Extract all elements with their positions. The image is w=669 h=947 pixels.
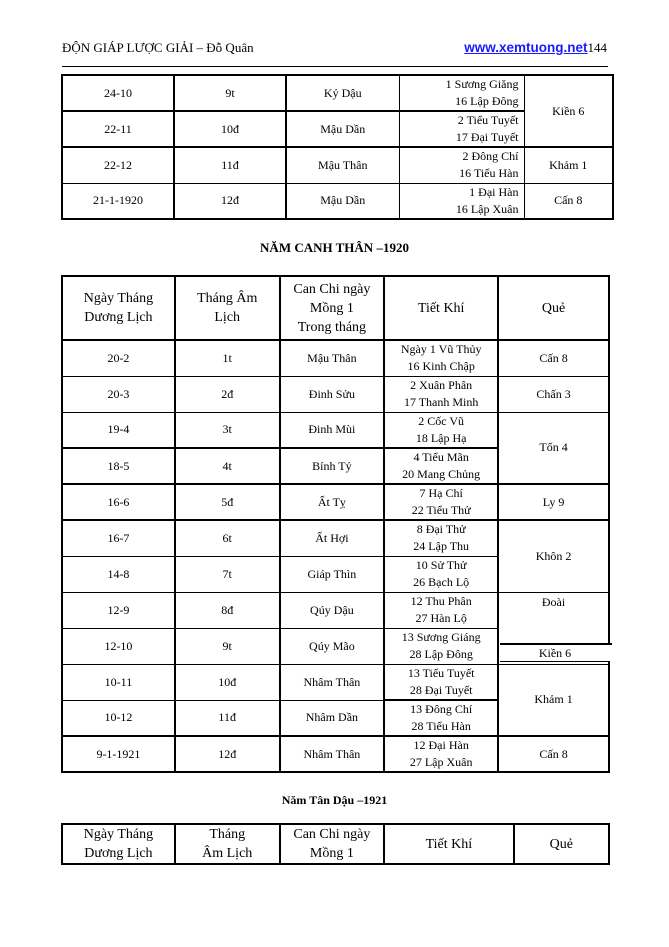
- header-date: [62, 276, 175, 340]
- tietkhi-line: 2 Tiểu Tuyết: [457, 113, 519, 127]
- page-header: [62, 38, 607, 60]
- table-row: [62, 147, 613, 183]
- date-cell: 14-8: [62, 556, 175, 592]
- table-1919-continued: [61, 74, 614, 220]
- canchi-cell: Mậu Dần: [286, 111, 399, 147]
- table-row: [62, 520, 609, 556]
- tietkhi-line: 8 Đại Thử: [416, 522, 466, 537]
- lunar-cell: 9t: [174, 75, 286, 111]
- date-cell: 21-1-1920: [62, 183, 174, 219]
- header-line: Dương Lịch: [84, 310, 153, 325]
- canchi-cell: Giáp Thìn: [280, 556, 385, 592]
- lunar-cell: 9t: [175, 628, 280, 664]
- tietkhi-cell: [384, 700, 498, 736]
- table-1920: [61, 275, 610, 773]
- canchi-cell: Nhâm Thân: [280, 664, 385, 700]
- lunar-cell: 12đ: [175, 736, 280, 772]
- header-line: Âm Lịch: [202, 846, 253, 861]
- lunar-cell: 6t: [175, 520, 280, 556]
- tietkhi-cell: [399, 75, 524, 111]
- section-title-1921: Năm Tân Dậu –1921: [281, 793, 388, 807]
- tietkhi-line: 7 Hạ Chí: [419, 486, 463, 500]
- que-cell: Ly 9: [498, 484, 609, 520]
- tietkhi-line: 12 Thu Phân: [410, 594, 472, 608]
- canchi-cell: Qúy Mão: [280, 628, 385, 664]
- lunar-cell: 10đ: [174, 111, 286, 147]
- canchi-cell: Ất Hợi: [280, 520, 385, 556]
- canchi-cell: Kỷ Dậu: [286, 75, 399, 111]
- table-row: [62, 75, 613, 111]
- tietkhi-line: 13 Tiểu Tuyết: [407, 665, 475, 680]
- tietkhi-line: 13 Sương Giáng: [401, 630, 481, 644]
- tietkhi-cell: [399, 147, 524, 183]
- tietkhi-line: 28 Đại Tuyết: [409, 682, 473, 697]
- que-label: Đoài: [541, 594, 566, 609]
- que-cell: Cấn 8: [498, 340, 609, 376]
- header-line: Can Chi ngày: [293, 827, 371, 842]
- que-cell: Tốn 4: [498, 412, 609, 484]
- table-row: [62, 664, 609, 700]
- lunar-cell: 12đ: [174, 183, 286, 219]
- date-cell: 19-4: [62, 412, 175, 448]
- tietkhi-line: 28 Lập Đông: [409, 647, 473, 661]
- header-row: [62, 824, 609, 864]
- tietkhi-cell: [384, 448, 498, 484]
- que-cell: Cấn 8: [498, 736, 609, 772]
- date-cell: 22-11: [62, 111, 174, 147]
- tietkhi-line: 13 Đông Chí: [410, 702, 473, 716]
- date-cell: 16-6: [62, 484, 175, 520]
- website-link[interactable]: www.xemtuong.net: [464, 40, 588, 55]
- tietkhi-line: 16 Tiểu Hàn: [459, 166, 519, 181]
- tietkhi-line: 16 Lập Xuân: [455, 201, 519, 216]
- table-row: [62, 183, 613, 219]
- tietkhi-line: 16 Kinh Chập: [407, 359, 475, 374]
- tietkhi-line: 2 Xuân Phân: [410, 378, 473, 392]
- que-cell: Khảm 1: [524, 147, 613, 183]
- header-line: Lịch: [214, 310, 241, 325]
- tietkhi-line: 16 Lập Đông: [455, 94, 519, 108]
- tietkhi-cell: [384, 736, 498, 772]
- canchi-cell: Mậu Dần: [286, 183, 399, 219]
- header-line: Ngày Tháng: [83, 291, 154, 306]
- table-row: [62, 484, 609, 520]
- lunar-cell: 8đ: [175, 592, 280, 628]
- header-line: Mồng 1: [309, 300, 354, 316]
- header-line: Can Chi ngày: [293, 281, 371, 297]
- date-cell: 20-3: [62, 376, 175, 412]
- canchi-cell: Nhâm Dần: [280, 700, 385, 736]
- tietkhi-line: 1 Sương Giăng: [445, 77, 519, 91]
- date-cell: 18-5: [62, 448, 175, 484]
- header-line: Trong tháng: [297, 319, 367, 335]
- table-1921: [61, 823, 610, 865]
- tietkhi-cell: [384, 340, 498, 376]
- header-rule: [62, 66, 608, 67]
- tietkhi-line: 27 Lập Xuân: [409, 755, 473, 769]
- date-cell: 24-10: [62, 75, 174, 111]
- canchi-cell: Nhâm Thân: [280, 736, 385, 772]
- header-que: Quẻ: [514, 824, 609, 864]
- tietkhi-line: 22 Tiểu Thử: [411, 503, 471, 517]
- header-lunar: [175, 276, 280, 340]
- header-tietkhi: Tiết Khí: [384, 824, 513, 864]
- canchi-cell: Đinh Sửu: [280, 376, 385, 412]
- table-row: [62, 340, 609, 376]
- lunar-cell: 11đ: [175, 700, 280, 736]
- tietkhi-line: 10 Sử Thử: [415, 558, 467, 572]
- header-right: [464, 40, 607, 56]
- lunar-cell: 10đ: [175, 664, 280, 700]
- tietkhi-line: 28 Tiểu Hàn: [411, 719, 471, 733]
- tietkhi-cell: [384, 412, 498, 448]
- header-line: Tháng: [209, 827, 246, 842]
- que-cell: Kiền 6: [524, 75, 613, 147]
- tietkhi-line: 4 Tiểu Mãn: [413, 450, 469, 464]
- que-cell: Chấn 3: [498, 376, 609, 412]
- lunar-cell: 3t: [175, 412, 280, 448]
- canchi-cell: Đinh Mùi: [280, 412, 385, 448]
- kien-6-label: Kiền 6: [500, 645, 610, 662]
- date-cell: 12-9: [62, 592, 175, 628]
- table-row: [62, 376, 609, 412]
- table-row: [62, 592, 609, 628]
- tietkhi-cell: [384, 520, 498, 556]
- tietkhi-cell: [384, 664, 498, 700]
- header-canchi: [280, 824, 385, 864]
- date-cell: 22-12: [62, 147, 174, 183]
- lunar-cell: 5đ: [175, 484, 280, 520]
- date-cell: 10-11: [62, 664, 175, 700]
- tietkhi-line: 2 Cốc Vũ: [418, 413, 465, 428]
- canchi-cell: Qúy Dậu: [280, 592, 385, 628]
- tietkhi-line: 1 Đại Hàn: [469, 184, 519, 199]
- header-tietkhi: Tiết Khí: [384, 276, 498, 340]
- lunar-cell: 7t: [175, 556, 280, 592]
- tietkhi-cell: [384, 376, 498, 412]
- lunar-cell: 2đ: [175, 376, 280, 412]
- canchi-cell: Mậu Thân: [286, 147, 399, 183]
- tietkhi-line: 20 Mang Chủng: [402, 467, 481, 481]
- header-line: Tháng Âm: [197, 291, 258, 306]
- tietkhi-line: 12 Đại Hàn: [413, 738, 469, 752]
- header-line: Mồng 1: [309, 846, 354, 861]
- date-cell: 16-7: [62, 520, 175, 556]
- date-cell: 9-1-1921: [62, 736, 175, 772]
- tietkhi-line: Ngày 1 Vũ Thủy: [400, 342, 482, 357]
- tietkhi-cell: [384, 628, 498, 664]
- tietkhi-cell: [399, 183, 524, 219]
- section-title-1920: NĂM CANH THÂN –1920: [260, 240, 409, 255]
- header-line: Ngày Tháng: [83, 827, 154, 842]
- table-row: [62, 736, 609, 772]
- tietkhi-line: 26 Bạch Lộ: [413, 575, 470, 589]
- header-lunar: [175, 824, 280, 864]
- header-line: Dương Lịch: [84, 846, 153, 861]
- que-cell: Cấn 8: [524, 183, 613, 219]
- table-row: [62, 412, 609, 448]
- header-que: Quẻ: [498, 276, 609, 340]
- date-cell: 10-12: [62, 700, 175, 736]
- tietkhi-cell: [399, 111, 524, 147]
- tietkhi-line: 17 Đại Tuyết: [455, 130, 519, 144]
- tietkhi-cell: [384, 592, 498, 628]
- tietkhi-line: 2 Đông Chí: [462, 149, 519, 164]
- header-canchi: [280, 276, 385, 340]
- canchi-cell: Bính Tý: [280, 448, 385, 484]
- tietkhi-line: 18 Lập Hạ: [415, 430, 467, 445]
- date-cell: 20-2: [62, 340, 175, 376]
- lunar-cell: 11đ: [174, 147, 286, 183]
- que-cell: Khảm 1: [498, 664, 609, 736]
- header-date: [62, 824, 175, 864]
- page-number: 144: [587, 40, 607, 55]
- book-title: ĐỘN GIÁP LƯỢC GIẢI – Đỗ Quân: [62, 40, 254, 55]
- tietkhi-line: 27 Hàn Lộ: [415, 611, 467, 625]
- que-cell: Khôn 2: [498, 520, 609, 592]
- lunar-cell: 1t: [175, 340, 280, 376]
- tietkhi-cell: [384, 484, 498, 520]
- date-cell: 12-10: [62, 628, 175, 664]
- lunar-cell: 4t: [175, 448, 280, 484]
- tietkhi-line: 24 Lập Thu: [413, 539, 470, 554]
- header-row: [62, 276, 609, 340]
- tietkhi-cell: [384, 556, 498, 592]
- canchi-cell: Mậu Thân: [280, 340, 385, 376]
- tietkhi-line: 17 Thanh Minh: [403, 395, 479, 409]
- canchi-cell: Ất Tỵ: [280, 484, 385, 520]
